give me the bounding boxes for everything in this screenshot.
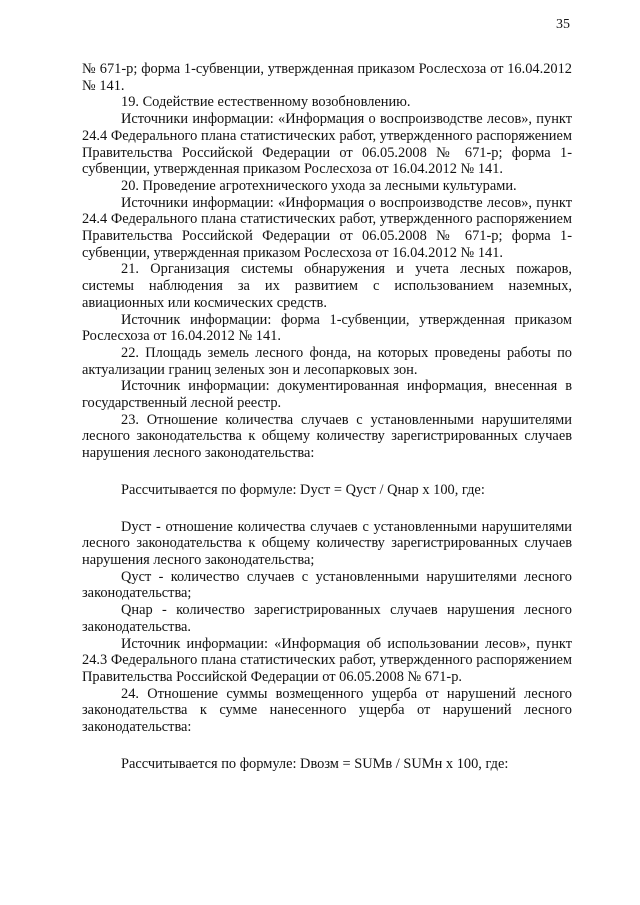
- formula-1: Рассчитывается по формуле: Dуст = Qуст / Qнар x 100, где:: [121, 481, 485, 498]
- item-23-source: Источник информации: «Информация об использовании лесов», пункт 24.3 Федерального плана статистических работ, утвержденного распоряжением Правительства Российской Федерации от 06.05.2008 № 671-р.: [82, 635, 572, 685]
- item-24-heading: 24. Отношение суммы возмещенного ущерба от нарушений лесного законодательства к сумме нанесенного ущерба от нарушений лесного законодательства:: [82, 685, 572, 736]
- definition-qust: Qуст - количество случаев с установленными нарушителями лесного законодательства;: [82, 568, 572, 602]
- item-21-heading: 21. Организация системы обнаружения и учета лесных пожаров, системы наблюдения за их развитием с использованием наземных, авиационных или космических средств.: [82, 261, 572, 311]
- definition-qnar: Qнар - количество зарегистрированных случаев нарушения лесного законодательства.: [82, 602, 572, 635]
- formula-block-1: [82, 482, 572, 499]
- definition-dust: Dуст - отношение количества случаев с установленными нарушителями лесного законодательства к общему количеству зарегистрированных случаев нарушения лесного законодательства;: [82, 518, 572, 568]
- formula-2: Рассчитывается по формуле: Dвозм = SUMв / SUMн x 100, где:: [121, 755, 509, 772]
- item-19-source: Источники информации: «Информация о воспроизводстве лесов», пункт 24.4 Федерального плана статистических работ, утвержденного распоряжением Правительства Российской Федерации от 06.05.2008 № 671-р; форма 1-субвенции, утвержденная приказом Рослесхоза от 16.04.2012 № 141.: [82, 111, 572, 178]
- item-22-heading: 22. Площадь земель лесного фонда, на которых проведены работы по актуализации границ зеленых зон и лесопарковых зон.: [82, 344, 572, 378]
- page-number: 35: [556, 17, 570, 32]
- item-20-source: Источники информации: «Информация о воспроизводстве лесов», пункт 24.4 Федерального плана статистических работ, утвержденного распоряжением Правительства Российской Федерации от 06.05.2008 № 671-р; форма 1-субвенции, утвержденная приказом Рослесхоза от 16.04.2012 № 141.: [82, 194, 572, 261]
- document-body: [82, 61, 572, 792]
- item-22-source: Источник информации: документированная информация, внесенная в государственный лесной реестр.: [82, 378, 572, 412]
- item-20-heading: 20. Проведение агротехнического ухода за лесными культурами.: [121, 177, 517, 194]
- item-21-source: Источник информации: форма 1-субвенции, утвержденная приказом Рослесхоза от 16.04.2012 № 141.: [82, 311, 572, 345]
- paragraph-continuation: № 671-р; форма 1-субвенции, утвержденная приказом Рослесхоза от 16.04.2012 № 141.: [82, 61, 572, 94]
- item-19-heading: 19. Содействие естественному возобновлению.: [121, 94, 411, 111]
- item-23-heading: 23. Отношение количества случаев с установленными нарушителями лесного законодательства к общему количеству зарегистрированных случаев нарушения лесного законодательства:: [82, 411, 572, 462]
- formula-block-2: [82, 756, 572, 773]
